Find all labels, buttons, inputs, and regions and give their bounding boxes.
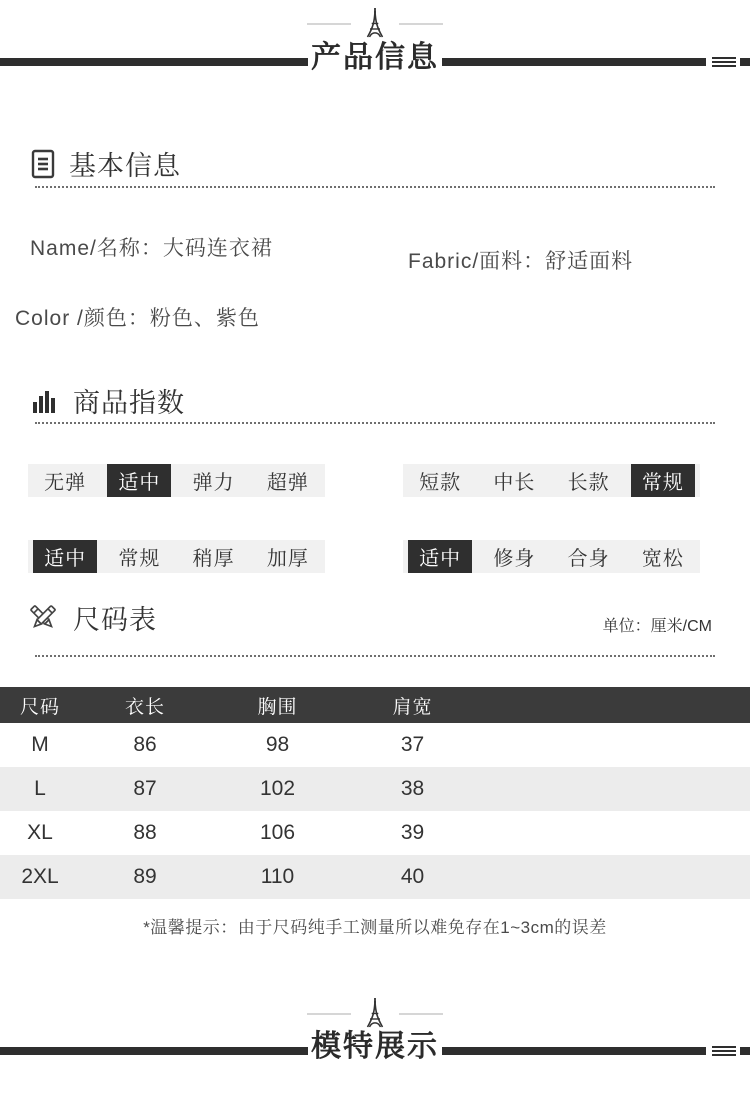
option-chip: 加厚: [266, 548, 309, 570]
option-chip: 超弹: [266, 472, 309, 494]
section-title: 基本信息: [69, 151, 181, 181]
size-row-m: [0, 723, 750, 767]
col-header: 衣长: [124, 696, 165, 718]
option-group-length: [403, 464, 700, 497]
option-chip: 适中: [403, 540, 477, 573]
col-header: 肩宽: [392, 696, 433, 718]
eiffel-tower-icon: [363, 8, 387, 40]
cell-shoulder: 38: [400, 777, 425, 800]
section-title: 商品指数: [73, 388, 185, 418]
crossed-pencils-icon: [26, 601, 60, 635]
cell-length: 89: [133, 865, 157, 888]
cell-length: 88: [133, 821, 157, 844]
option-chip: 稍厚: [192, 548, 235, 570]
product-index-heading: [30, 381, 185, 420]
col-header: 尺码: [19, 696, 60, 718]
cell-size: XL: [27, 821, 53, 844]
size-table-header: [0, 687, 750, 723]
option-chip: 合身: [567, 548, 610, 570]
size-note: *温馨提示：由于尺码纯手工测量所以难免存在1~3cm的误差: [143, 918, 607, 937]
product-name-text: Name/名称：大码连衣裙: [30, 237, 273, 260]
size-row-2xl: [0, 855, 750, 899]
cell-bust: 98: [265, 733, 290, 756]
option-group-thickness: [28, 540, 325, 573]
option-chip: 修身: [493, 548, 536, 570]
option-chip: 适中: [102, 464, 176, 497]
bottom-header-ornament: [0, 998, 750, 1030]
size-row-l: [0, 767, 750, 811]
dotted-rule: [35, 422, 715, 424]
dash-right: [399, 23, 443, 25]
size-row-xl: [0, 811, 750, 855]
col-header: 胸围: [257, 696, 298, 718]
cell-bust: 102: [259, 777, 296, 800]
top-divider: [0, 41, 750, 74]
bar-chart-icon: [30, 386, 60, 416]
option-chip: 弹力: [192, 472, 235, 494]
option-chip: 无弹: [44, 472, 87, 494]
cell-shoulder: 40: [400, 865, 425, 888]
dotted-rule: [35, 655, 715, 657]
top-header-ornament: [0, 8, 750, 40]
cell-shoulder: 39: [400, 821, 425, 844]
option-chip: 短款: [419, 472, 462, 494]
product-color-text: Color /颜色：粉色、紫色: [15, 307, 260, 330]
option-group-fit: [403, 540, 700, 573]
dotted-rule: [35, 186, 715, 188]
bottom-divider: [0, 1030, 750, 1063]
section-page-title: 模特展示: [311, 1030, 439, 1063]
option-chip: 中长: [493, 472, 536, 494]
basic-info-heading: [30, 144, 181, 183]
eiffel-tower-icon: [363, 998, 387, 1030]
dash-left: [307, 1013, 351, 1015]
cell-size: M: [31, 733, 49, 756]
size-table: [0, 687, 750, 899]
cell-size: L: [34, 777, 46, 800]
dash-right: [399, 1013, 443, 1015]
option-chip: 适中: [28, 540, 102, 573]
dash-left: [307, 23, 351, 25]
size-chart-heading: [26, 598, 157, 637]
cell-length: 86: [133, 733, 157, 756]
cell-shoulder: 37: [400, 733, 425, 756]
cell-size: 2XL: [21, 865, 59, 888]
option-chip: 常规: [118, 548, 161, 570]
cell-length: 87: [133, 777, 157, 800]
page-title: 产品信息: [311, 41, 439, 74]
document-lines-icon: [30, 148, 56, 180]
cell-bust: 106: [259, 821, 296, 844]
section-title: 尺码表: [73, 605, 157, 635]
option-chip: 常规: [626, 464, 700, 497]
product-fabric-text: Fabric/面料：舒适面料: [408, 250, 634, 273]
option-chip: 宽松: [641, 548, 684, 570]
unit-label: 单位：厘米/CM: [602, 618, 712, 635]
option-group-elasticity: [28, 464, 325, 497]
cell-bust: 110: [260, 865, 295, 888]
option-chip: 长款: [567, 472, 610, 494]
